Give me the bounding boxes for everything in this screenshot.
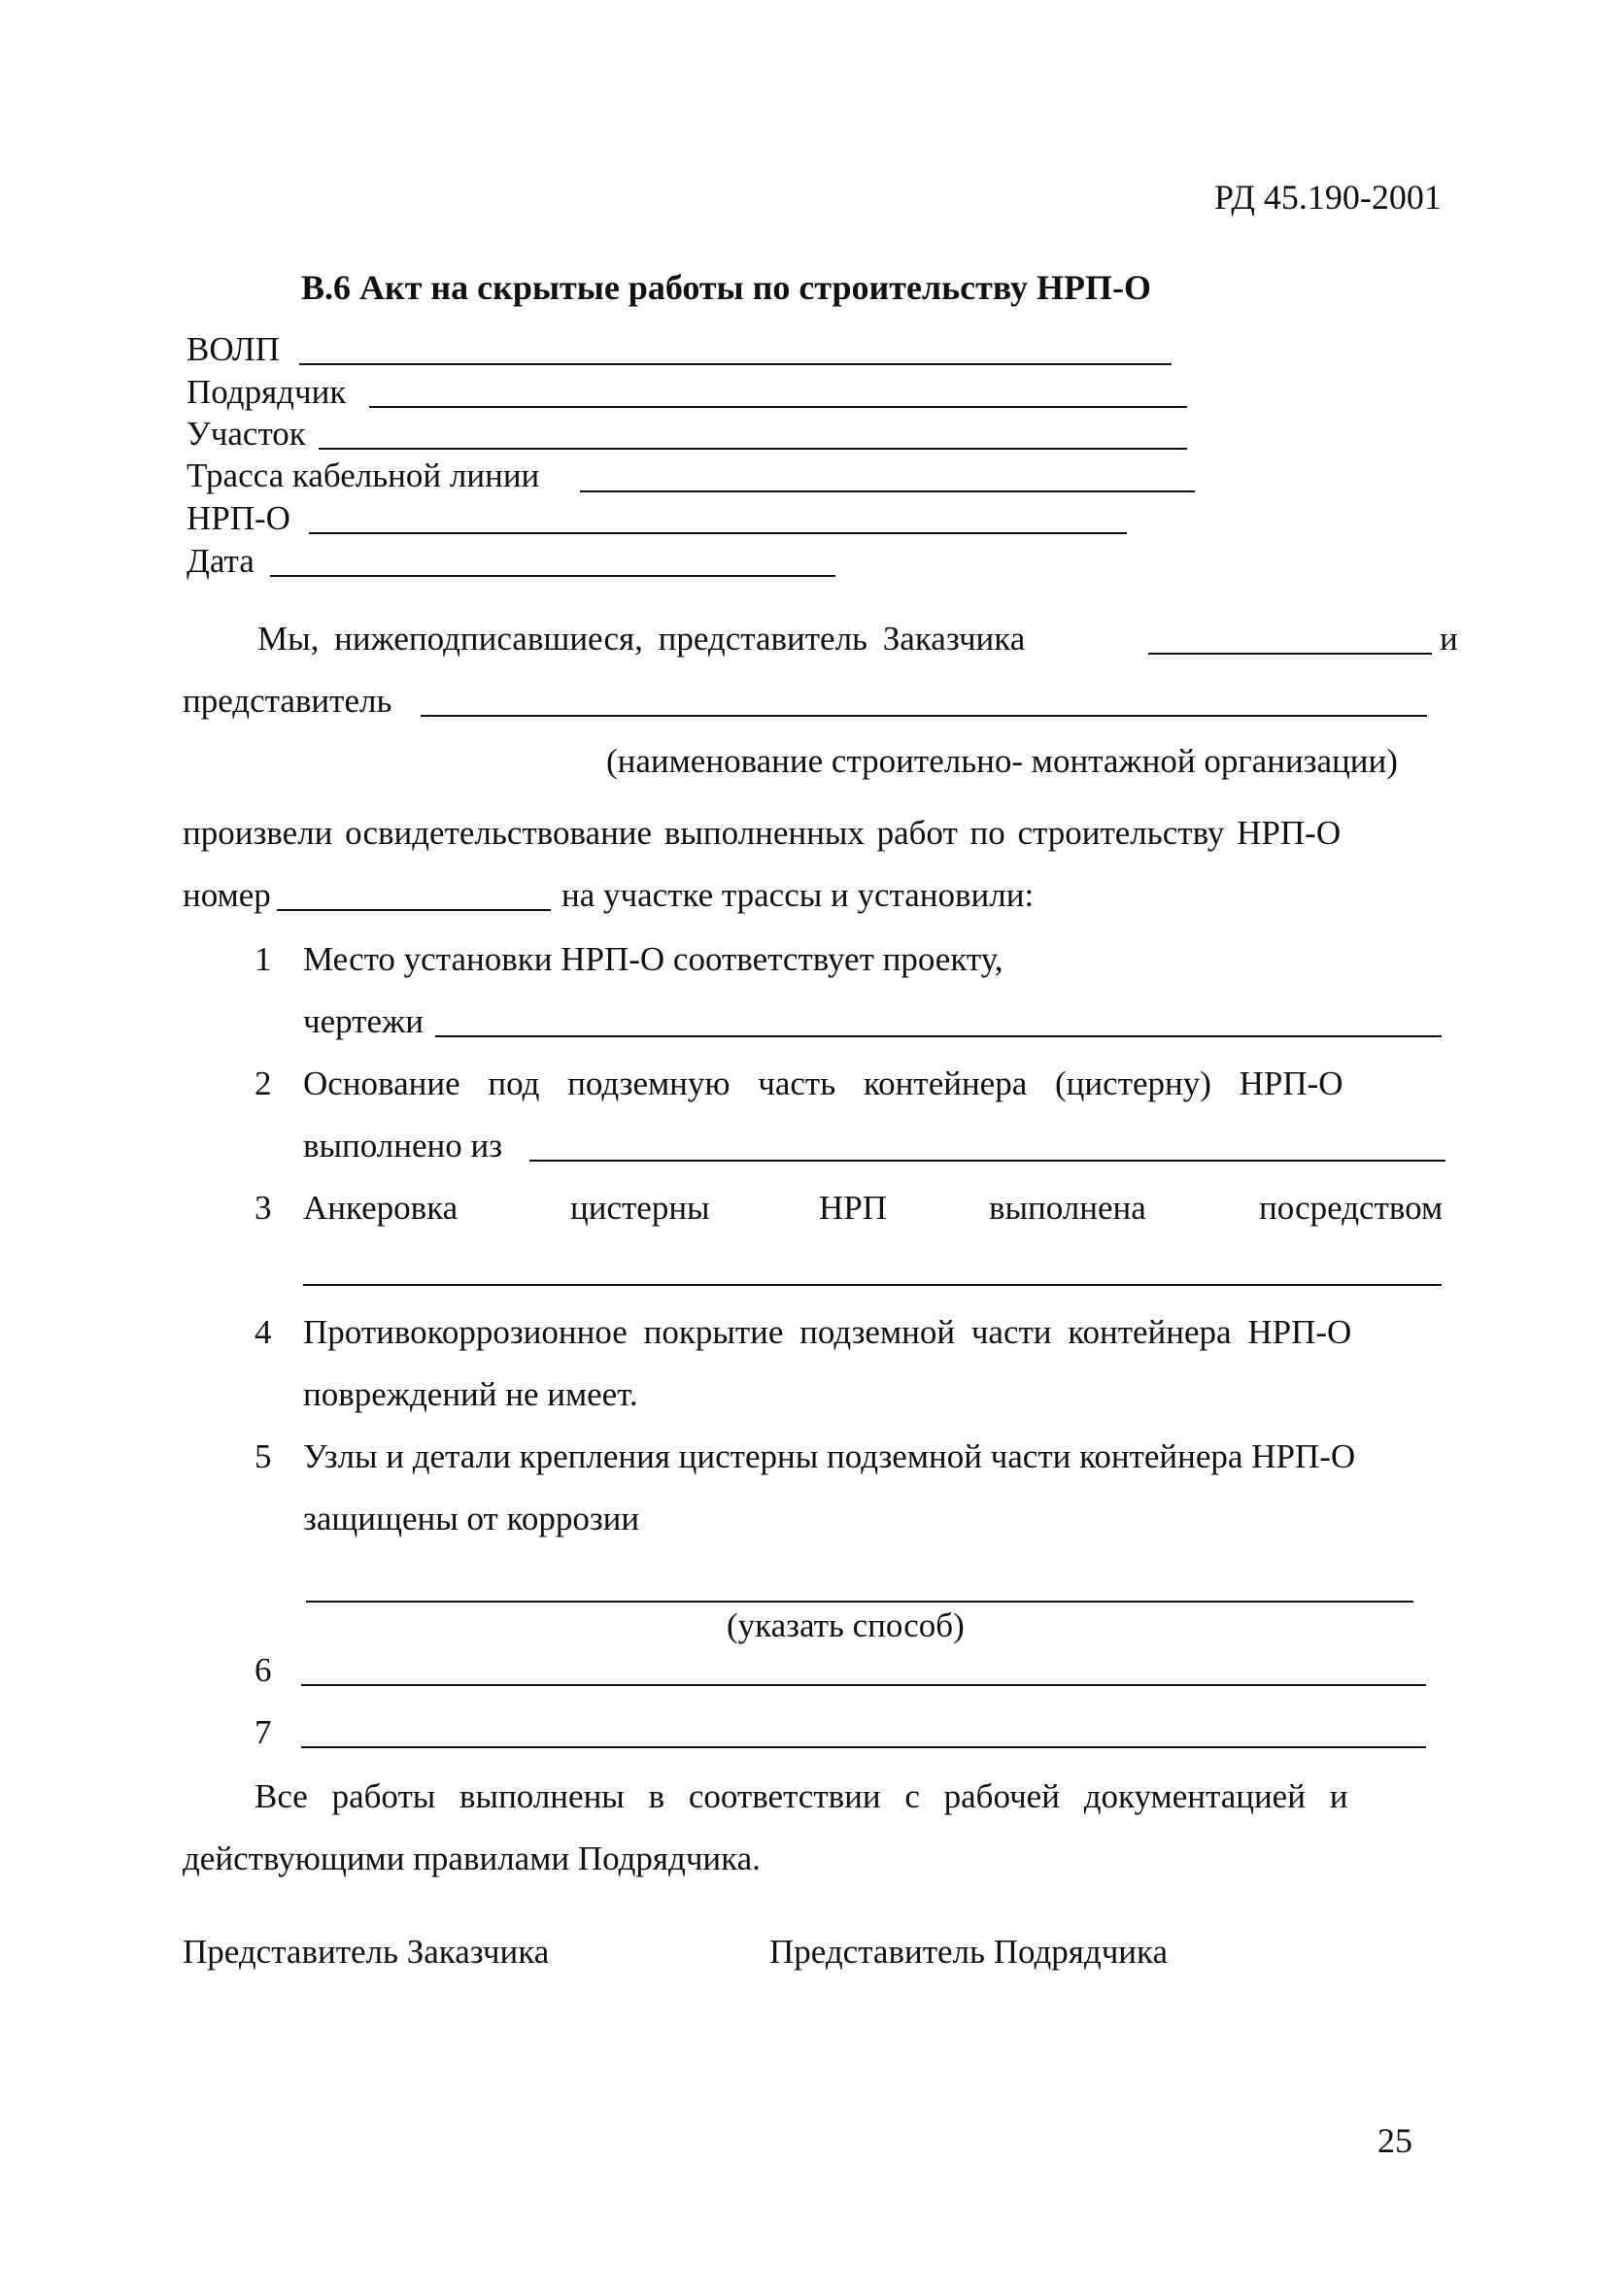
item-number: 5 [255, 1437, 272, 1475]
protection-method-line[interactable] [306, 1601, 1413, 1603]
inspection-text: произвели освидетельствование выполненных работ по строительству НРП-О [183, 814, 1342, 852]
item-number: 2 [255, 1064, 272, 1102]
contractor-rep-line[interactable] [421, 715, 1427, 717]
item-5-sub: защищены от коррозии [303, 1500, 640, 1537]
document-code: РД 45.190-2001 [1214, 178, 1442, 217]
signature-customer: Представитель Заказчика [183, 1933, 550, 1971]
item-1-text: Место установки НРП-О соответствует проекту, [303, 940, 1003, 978]
field-label-cable-route: Трасса кабельной линии [187, 456, 540, 494]
item-number: 6 [255, 1651, 272, 1689]
item-3-word: НРП [819, 1189, 888, 1227]
item-number: 3 [255, 1189, 272, 1227]
conclusion-line-1: Все работы выполнены в соответствии с рабочей документацией и [255, 1777, 1348, 1815]
field-line-cable-route[interactable] [580, 490, 1195, 492]
item-number: 1 [255, 940, 272, 978]
signature-contractor: Представитель Подрядчика [769, 1933, 1169, 1971]
item-number: 4 [255, 1313, 272, 1351]
intro-text-2: представитель [183, 682, 392, 720]
item-5-text: Узлы и детали крепления цистерны подземной части контейнера НРП-О [303, 1437, 1356, 1475]
field-line-date[interactable] [270, 575, 835, 577]
field-line-volp[interactable] [299, 363, 1172, 365]
page-title: В.6 Акт на скрытые работы по строительству НРП-О [301, 268, 1152, 307]
number-suffix: на участке трассы и установили: [561, 876, 1035, 914]
item-3-word: посредством [1259, 1189, 1444, 1227]
item-3-word: выполнена [989, 1189, 1146, 1227]
page-number: 25 [1377, 2121, 1412, 2160]
number-line[interactable] [277, 909, 551, 911]
item-number: 7 [255, 1713, 272, 1751]
drawings-line[interactable] [435, 1035, 1442, 1037]
item-1-sub: чертежи [303, 1002, 424, 1040]
item-3-word: Анкеровка [303, 1189, 459, 1227]
item-6-line[interactable] [301, 1684, 1426, 1686]
customer-rep-line[interactable] [1148, 653, 1432, 655]
item-4-sub: повреждений не имеет. [303, 1375, 638, 1413]
field-label-volp: ВОЛП [187, 330, 280, 368]
number-label: номер [183, 876, 271, 914]
field-line-section[interactable] [319, 448, 1187, 450]
item-4-text: Противокоррозионное покрытие подземной части контейнера НРП-О [303, 1313, 1352, 1351]
field-label-nrp: НРП-О [187, 499, 290, 537]
field-line-nrp[interactable] [309, 532, 1127, 534]
field-line-contractor[interactable] [369, 406, 1187, 408]
field-label-section: Участок [187, 415, 306, 453]
field-label-date: Дата [187, 542, 255, 580]
conclusion-line-2: действующими правилами Подрядчика. [183, 1840, 761, 1877]
org-note: (наименование строительно- монтажной организации) [606, 742, 1398, 780]
item-7-line[interactable] [301, 1746, 1426, 1748]
item-2-text: Основание под подземную часть контейнера (цистерну) НРП-О [303, 1064, 1343, 1102]
intro-text-1: Мы, нижеподписавшиеся, представитель Заказчика [257, 620, 1026, 658]
field-label-contractor: Подрядчик [187, 373, 347, 411]
item-2-sub: выполнено из [303, 1127, 503, 1165]
item-3-word: цистерны [570, 1189, 710, 1227]
method-note: (указать способ) [727, 1606, 965, 1644]
anchoring-line[interactable] [303, 1284, 1442, 1286]
intro-and: и [1440, 620, 1458, 658]
base-material-line[interactable] [529, 1160, 1445, 1162]
